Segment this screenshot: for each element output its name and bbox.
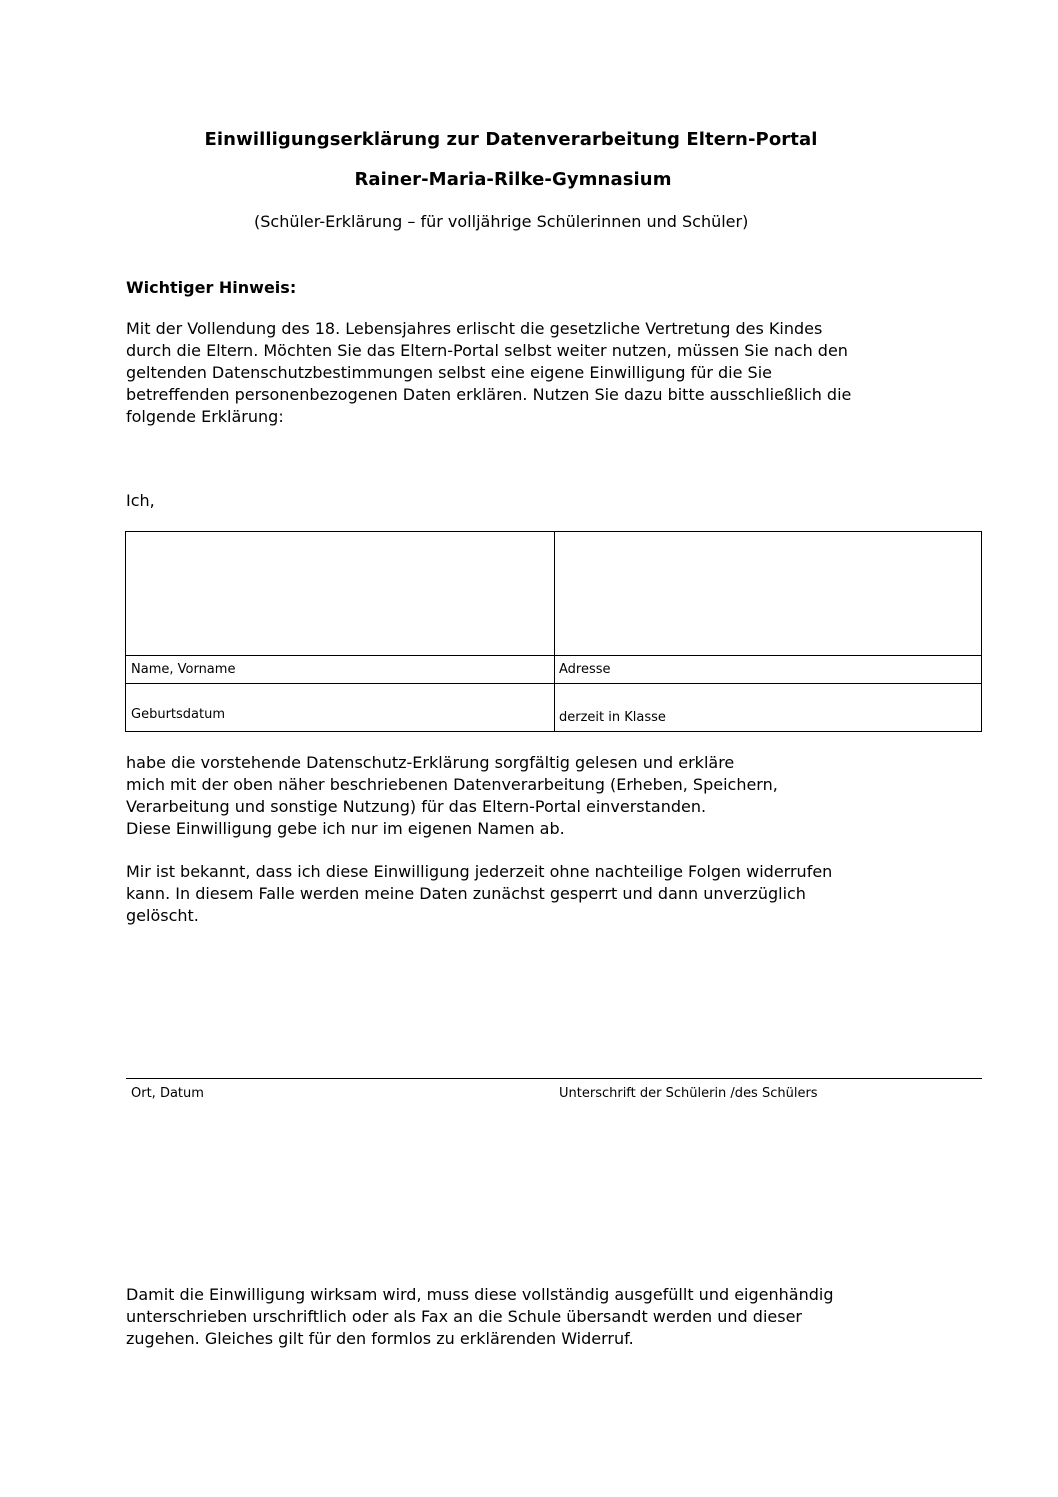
- signature-label: Unterschrift der Schülerin /des Schülers: [559, 1086, 818, 1101]
- name-label: Name, Vorname: [131, 662, 236, 677]
- class-label: derzeit in Klasse: [559, 710, 666, 725]
- document-subtitle: (Schüler-Erklärung – für volljährige Schülerinnen und Schüler): [254, 212, 749, 231]
- class-field[interactable]: [686, 708, 826, 728]
- notice-line: durch die Eltern. Möchten Sie das Eltern-Portal selbst weiter nutzen, müssen Sie nach den: [126, 341, 848, 360]
- footer-line: unterschrieben urschriftlich oder als Fax an die Schule übersandt werden und dieser: [126, 1307, 802, 1326]
- notice-line: betreffenden personenbezogenen Daten erklären. Nutzen Sie dazu bitte ausschließlich die: [126, 385, 852, 404]
- notice-line: geltenden Datenschutzbestimmungen selbst eine eigene Einwilligung für die Sie: [126, 363, 772, 382]
- birthdate-label: Geburtsdatum: [131, 707, 225, 722]
- revocation-line: gelöscht.: [126, 906, 199, 925]
- address-label: Adresse: [559, 662, 611, 677]
- personal-data-table: [125, 531, 982, 732]
- address-field[interactable]: [556, 533, 981, 654]
- revocation-paragraph: [126, 861, 832, 927]
- birthdate-field[interactable]: [127, 684, 553, 704]
- revocation-line: Mir ist bekannt, dass ich diese Einwilligung jederzeit ohne nachteilige Folgen widerrufen: [126, 862, 833, 881]
- form-intro: Ich,: [126, 491, 155, 510]
- place-date-label: Ort, Datum: [131, 1086, 204, 1101]
- footer-line: Damit die Einwilligung wirksam wird, muss diese vollständig ausgefüllt und eigenhändig: [126, 1285, 834, 1304]
- footer-line: zugehen. Gleiches gilt für den formlos zu erklärenden Widerruf.: [126, 1329, 634, 1348]
- consent-line: mich mit der oben näher beschriebenen Datenverarbeitung (Erheben, Speichern,: [126, 775, 778, 794]
- table-divider-vertical: [554, 532, 555, 731]
- notice-heading: Wichtiger Hinweis:: [126, 278, 297, 297]
- consent-line: Diese Einwilligung gebe ich nur im eigenen Namen ab.: [126, 819, 565, 838]
- document-title: Einwilligungserklärung zur Datenverarbeitung Eltern-Portal: [204, 129, 818, 150]
- consent-paragraph: [126, 752, 778, 840]
- revocation-line: kann. In diesem Falle werden meine Daten zunächst gesperrt und dann unverzüglich: [126, 884, 806, 903]
- notice-paragraph: [126, 318, 851, 428]
- school-name: Rainer-Maria-Rilke-Gymnasium: [354, 169, 672, 190]
- notice-line: folgende Erklärung:: [126, 407, 284, 426]
- consent-line: habe die vorstehende Datenschutz-Erklärung sorgfältig gelesen und erkläre: [126, 753, 735, 772]
- name-field[interactable]: [127, 533, 553, 654]
- footer-paragraph: [126, 1284, 833, 1350]
- signature-line[interactable]: [126, 1078, 982, 1079]
- table-divider-horizontal: [126, 655, 981, 656]
- consent-line: Verarbeitung und sonstige Nutzung) für das Eltern-Portal einverstanden.: [126, 797, 707, 816]
- notice-line: Mit der Vollendung des 18. Lebensjahres erlischt die gesetzliche Vertretung des Kindes: [126, 319, 823, 338]
